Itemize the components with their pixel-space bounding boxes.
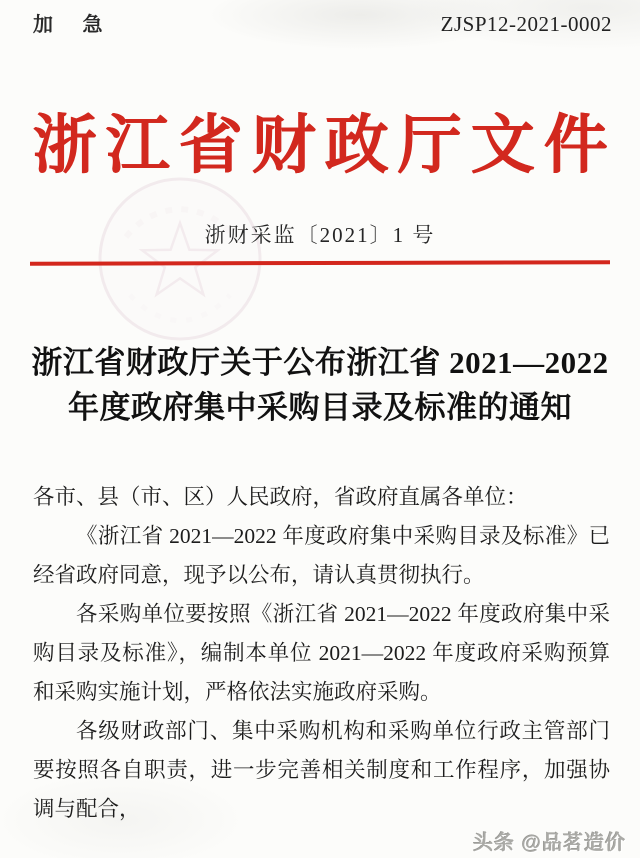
document-title-line2: 年度政府集中采购目录及标准的通知	[68, 390, 572, 425]
urgency-label: 加 急	[33, 14, 115, 36]
toutiao-watermark: 头条 @品茗造价	[472, 832, 626, 854]
document-title-line1: 浙江省财政厅关于公布浙江省 2021—2022	[31, 345, 609, 380]
body-paragraph-2: 各采购单位要按照《浙江省 2021—2022 年度政府集中采购目录及标准》，编制本单位 2021—2022 年度政府采购预算和采购实施计划，严格依法实施政府采购。	[33, 602, 610, 704]
document-body	[33, 478, 610, 829]
body-paragraph-3: 各级财政部门、集中采购机构和采购单位行政主管部门要按照各自职责，进一步完善相关制度和工作程序，加强协调与配合，	[33, 719, 610, 821]
document-number: 浙财采监〔2021〕1 号	[204, 223, 436, 247]
document-header-row	[33, 8, 612, 37]
document-code: ZJSP12-2021-0002	[440, 12, 612, 36]
agency-red-banner	[0, 94, 640, 186]
salutation-line: 各市、县（市、区）人民政府，省政府直属各单位：	[33, 485, 528, 509]
agency-banner-text: 浙江省财政厅文件	[32, 110, 617, 181]
document-title	[25, 340, 615, 430]
official-seal-stamp-icon	[96, 175, 264, 343]
body-paragraph-1: 《浙江省 2021—2022 年度政府集中采购目录及标准》已经省政府同意，现予以公布，请认真贯彻执行。	[33, 524, 610, 587]
red-divider-rule	[30, 260, 610, 266]
